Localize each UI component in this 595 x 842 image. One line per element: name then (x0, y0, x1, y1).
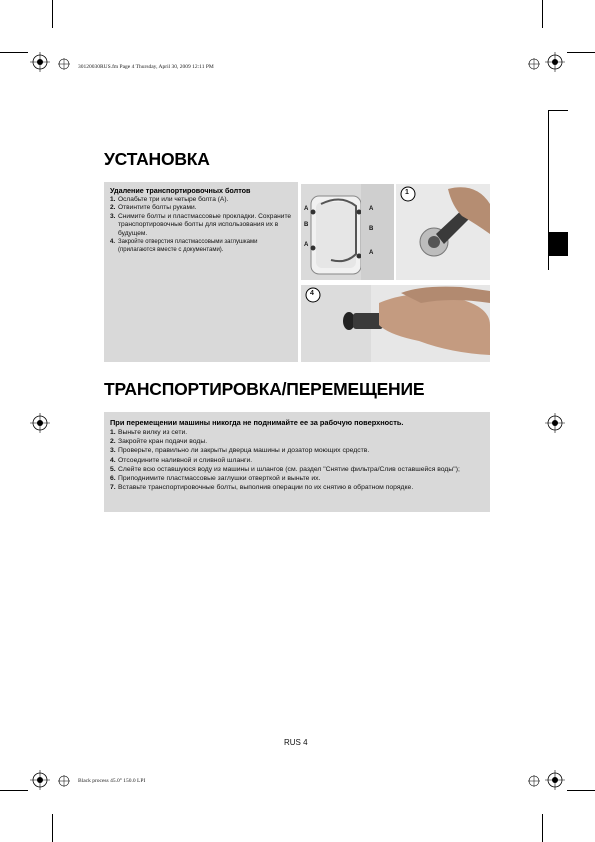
list-item: 2. Отвинтите болты руками. (110, 204, 197, 212)
figure-step-number: 1 (405, 189, 409, 196)
list-item: 1. Выньте вилку из сети. (110, 429, 188, 436)
washer-back-panel-photo (301, 184, 394, 280)
list-item: 4. Отсоедините наливной и сливной шланги. (110, 456, 253, 464)
bolt-label-a: A (304, 206, 309, 212)
installation-steps-list (110, 196, 296, 255)
bolt-label-a: A (304, 242, 309, 248)
print-slug-bottom: Black process 45.0° 150.0 LPI (78, 778, 146, 784)
crop-target-icon (57, 774, 71, 788)
bolt-label-a: A (369, 250, 374, 256)
tab-guide-line (548, 110, 568, 111)
registration-mark-icon (30, 413, 50, 433)
figure-step-number: 4 (310, 290, 314, 297)
print-slug-top: 30120030RUS.fm Page 4 Thursday, April 30, 2009 12:11 PM (78, 64, 214, 70)
list-item: 7. Вставьте транспортировочные болты, выполнив операции по их снятию в обратном порядке. (110, 484, 414, 492)
list-item: 3. Снимите болты и пластмассовые прокладки. Сохраните транспортировочные болты для использования их в будущем. (110, 212, 292, 237)
section-title-transport: ТРАНСПОРТИРОВКА/ПЕРЕМЕЩЕНИЕ (104, 379, 425, 399)
bolt-label-a: A (369, 206, 374, 212)
wrench-loosening-bolt-photo (396, 184, 490, 280)
language-tab-marker (548, 232, 568, 256)
registration-mark-icon (545, 413, 565, 433)
list-item: 1. Ослабьте три или четыре болта (A). (110, 196, 229, 203)
registration-mark-icon (545, 770, 565, 790)
installation-subtitle: Удаление транспортировочных болтов (110, 186, 251, 195)
list-item: 3. Проверьте, правильно ли закрыты дверца машины и дозатор моющих средств. (110, 447, 370, 455)
bolt-label-b: B (304, 222, 309, 228)
list-item: 2. Закройте кран подачи воды. (110, 438, 208, 446)
bolt-label-b: B (369, 226, 374, 232)
registration-mark-icon (30, 52, 50, 72)
crop-target-icon (527, 774, 541, 788)
list-item: 5. Слейте всю оставшуюся воду из машины и шлангов (см. раздел "Снятие фильтра/Слив оставшейся воды"); (110, 465, 460, 473)
section-title-installation: УСТАНОВКА (104, 149, 210, 169)
transport-warning: При перемещении машины никогда не поднимайте ее за рабочую поверхность. (110, 418, 404, 427)
list-item: 6. Приподнимите пластмассовые заглушки отверткой и выньте их. (110, 475, 321, 483)
crop-target-icon (527, 57, 541, 71)
registration-mark-icon (30, 770, 50, 790)
inserting-plug-photo (301, 285, 490, 362)
list-item: 4. Закройте отверстия пластмассовыми заглушками (прилагаются вместе с документами). (110, 239, 258, 254)
registration-mark-icon (545, 52, 565, 72)
page-number: RUS 4 (284, 738, 308, 747)
transport-steps-list (110, 428, 488, 492)
crop-target-icon (57, 57, 71, 71)
